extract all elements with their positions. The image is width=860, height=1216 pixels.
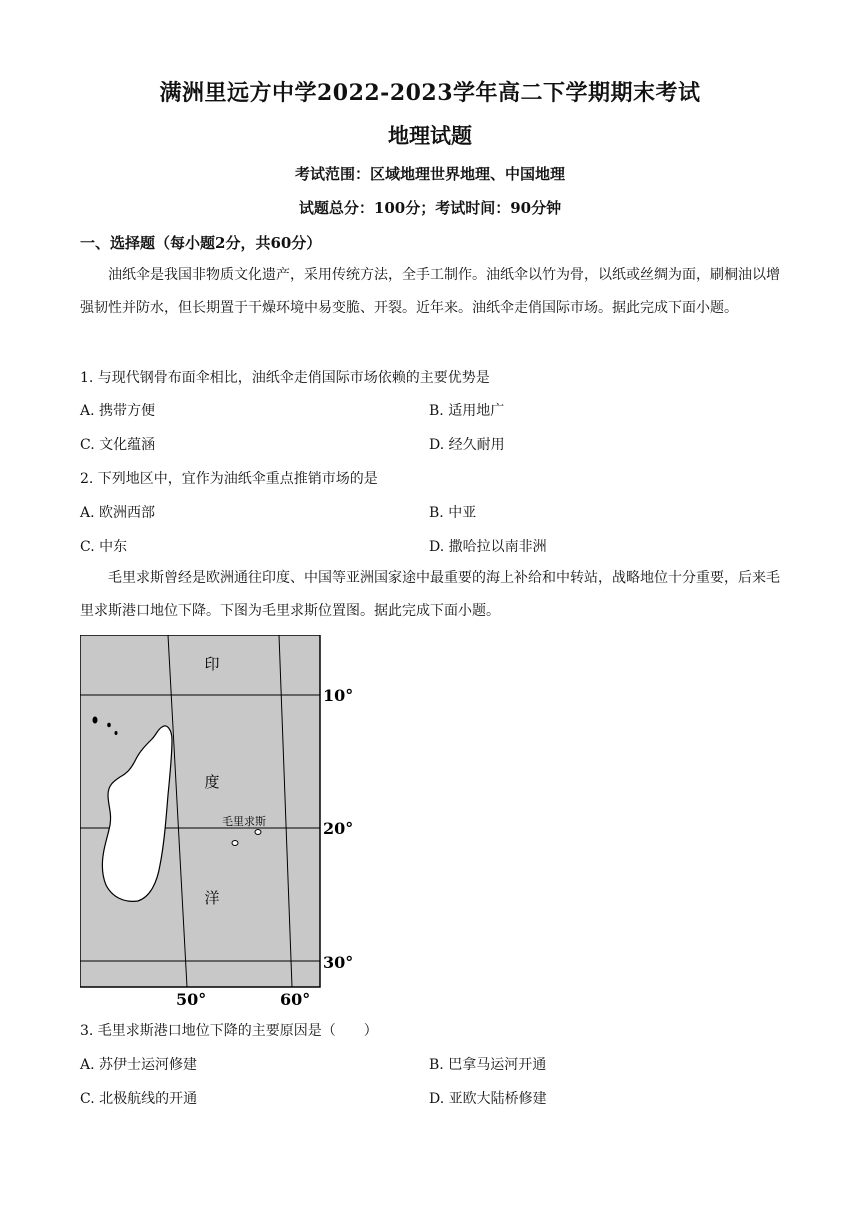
comoros-island (93, 717, 98, 724)
comoros-island (107, 723, 111, 727)
question-3-stem: 3. 毛里求斯港口地位下降的主要原因是（ ） (80, 1023, 378, 1039)
exam-title: 满洲里远方中学2022-2023学年高二下学期期末考试 (159, 80, 701, 106)
comoros-island (115, 731, 118, 735)
question-2-option-d: D. 撒哈拉以南非洲 (429, 539, 547, 555)
ocean-label-char-2: 度 (204, 773, 220, 791)
longitude-label-60: 60° (280, 990, 311, 1007)
passage-oil-paper-umbrella: 油纸伞是我国非物质文化遗产，采用传统方法，全手工制作。油纸伞以竹为骨，以纸或丝绸为面，刷桐油以增强韧性并防水，但长期置于干燥环境中易变脆、开裂。近年来。油纸伞走俏国际市场。据此完成下面小题。 (80, 267, 780, 316)
section-heading: 一、选择题（每小题2分，共60分） (80, 234, 322, 252)
exam-subtitle: 地理试题 (388, 123, 472, 148)
mauritius-location-map (80, 635, 360, 1007)
reunion-island (232, 841, 238, 846)
question-1-option-b: B. 适用地广 (429, 403, 505, 419)
question-3-option-c: C. 北极航线的开通 (80, 1091, 198, 1107)
latitude-label-20: 20° (323, 819, 354, 838)
passage-mauritius: 毛里求斯曾经是欧洲通往印度、中国等亚洲国家途中最重要的海上补给和中转站，战略地位十分重要，后来毛里求斯港口地位下降。下图为毛里求斯位置图。据此完成下面小题。 (80, 570, 780, 619)
latitude-label-30: 30° (323, 953, 354, 972)
question-2-option-b: B. 中亚 (429, 505, 477, 521)
latitude-label-10: 10° (323, 686, 354, 705)
question-2-option-a: A. 欧洲西部 (80, 505, 156, 521)
exam-scope: 考试范围：区域地理世界地理、中国地理 (294, 165, 565, 183)
question-2-option-c: C. 中东 (80, 539, 128, 555)
question-2-stem: 2. 下列地区中，宜作为油纸伞重点推销市场的是 (80, 471, 378, 487)
question-1-option-c: C. 文化蕴涵 (80, 437, 156, 453)
question-3-option-a: A. 苏伊士运河修建 (80, 1057, 198, 1073)
longitude-label-50: 50° (176, 990, 207, 1007)
question-1-option-a: A. 携带方便 (80, 403, 156, 419)
exam-score-time: 试题总分：100分；考试时间：90分钟 (298, 199, 562, 217)
mauritius-island (255, 830, 261, 835)
mauritius-label: 毛里求斯 (222, 815, 266, 828)
ocean-label-char-1: 印 (204, 655, 220, 673)
question-3-option-d: D. 亚欧大陆桥修建 (429, 1091, 547, 1107)
question-3-option-b: B. 巴拿马运河开通 (429, 1057, 547, 1073)
ocean-label-char-3: 洋 (204, 889, 220, 907)
question-1-stem: 1. 与现代钢骨布面伞相比，油纸伞走俏国际市场依赖的主要优势是 (80, 370, 490, 386)
question-1-option-d: D. 经久耐用 (429, 437, 505, 453)
